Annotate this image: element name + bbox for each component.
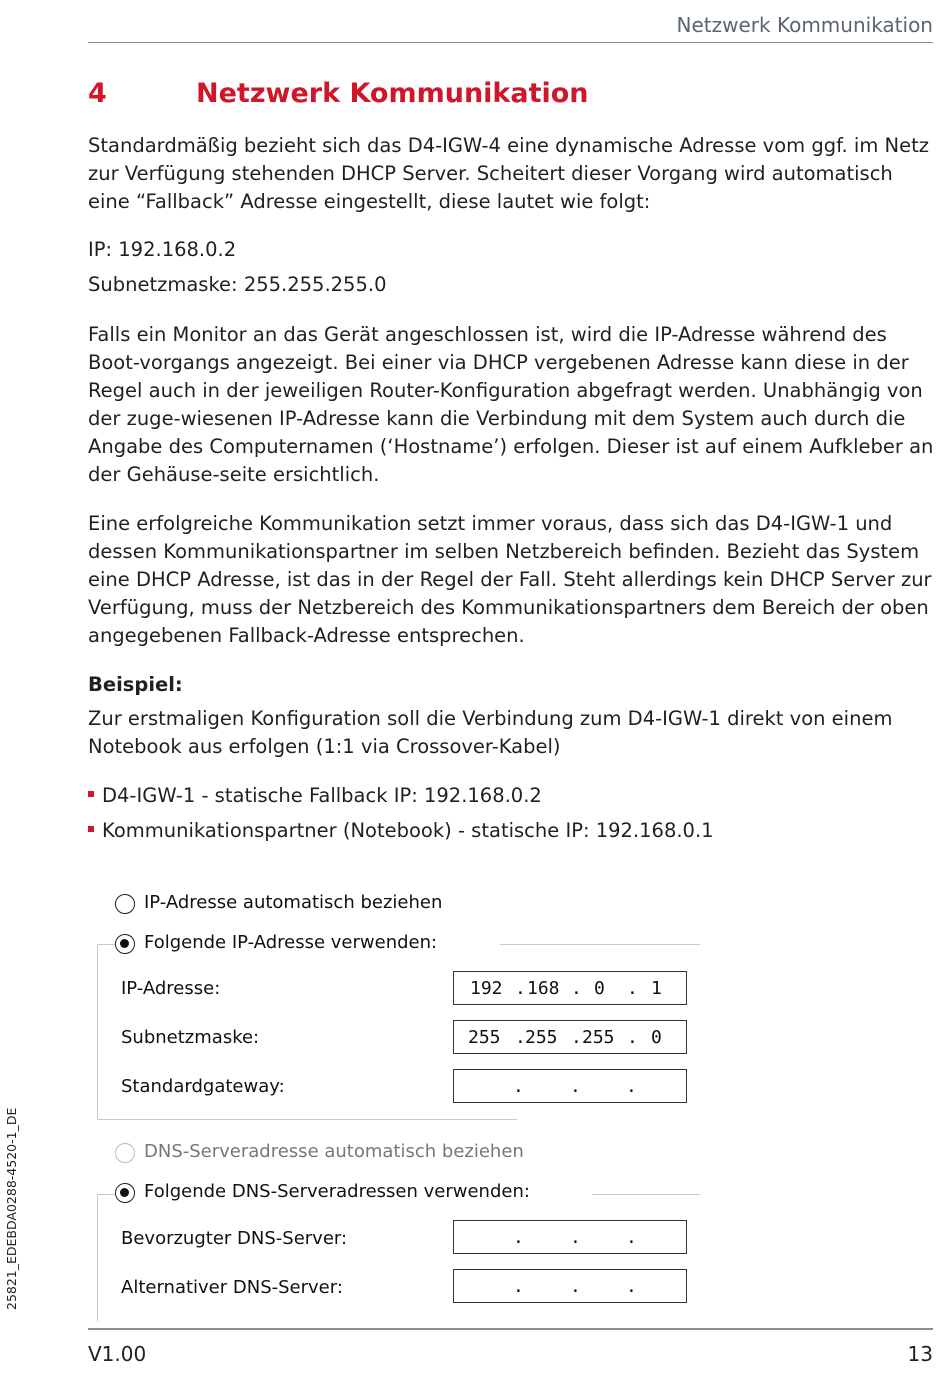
paragraph-monitor: Falls ein Monitor an das Gerät angeschlossen ist, wird die IP-Adresse während des Boot-vorgangs angezeigt. Bei einer via DHCP vergebenen Adresse kann diese in der Regel auch in der jeweiligen Router-Konfiguration abgefragt werden. Unabhängig von der zuge-wiesenen IP-Adresse kann die Verbindung mit dem System auch durch die Angabe des Computernamen (‘Hostname’) erfolgen. Dieser ist auf einem Aufkleber an der Gehäuse-seite ersichtlich. xyxy=(88,323,934,486)
auto-dns-radio[interactable] xyxy=(115,1143,135,1163)
fallback-subnet: Subnetzmaske: 255.255.255.0 xyxy=(88,273,387,296)
auto-dns-label: DNS-Serveradresse automatisch beziehen xyxy=(144,1141,524,1162)
bullet-text: D4-IGW-1 - statische Fallback IP: 192.168.0.2 xyxy=(102,784,542,807)
dns-group-border xyxy=(97,1194,98,1321)
manual-dns-label: Folgende DNS-Serveradressen verwenden: xyxy=(144,1181,530,1202)
page-header xyxy=(88,0,933,43)
paragraph-communication: Eine erfolgreiche Kommunikation setzt immer voraus, dass sich das D4-IGW-1 und dessen Kommunikationspartner im selben Netzbereich befinden. Bezieht das System eine DHCP Adresse, ist das in der Regel der Fall. Steht allerdings kein DHCP Server zur Verfügung, muss der Netzbereich des Kommunikationspartners dem Bereich der oben angegebenen Fallback-Adresse entsprechen. xyxy=(88,512,932,647)
header-title: Netzwerk Kommunikation xyxy=(676,13,933,37)
alternate-dns-field[interactable]: . . . xyxy=(453,1269,687,1303)
ip-address-field[interactable]: 192 . 168 . 0 . 1 xyxy=(453,971,687,1005)
section-number: 4 xyxy=(88,78,107,109)
document-id: 25821_EDEBDA0288-4520-1_DE xyxy=(4,1107,19,1310)
alternate-dns-label: Alternativer DNS-Server: xyxy=(121,1277,343,1298)
group-line xyxy=(500,944,700,945)
default-gateway-field[interactable]: . . . xyxy=(453,1069,687,1103)
manual-ip-label: Folgende IP-Adresse verwenden: xyxy=(144,932,438,953)
section-heading xyxy=(88,78,589,109)
default-gateway-label: Standardgateway: xyxy=(121,1076,285,1097)
subnet-mask-field[interactable]: 255 . 255 . 255 . 0 xyxy=(453,1020,687,1054)
manual-ip-radio[interactable] xyxy=(115,934,135,954)
preferred-dns-field[interactable]: . . . xyxy=(453,1220,687,1254)
subnet-octet: 255 xyxy=(525,1027,558,1048)
subnet-mask-label: Subnetzmaske: xyxy=(121,1027,260,1048)
group-line xyxy=(97,1194,115,1195)
ip-address-label: IP-Adresse: xyxy=(121,978,221,999)
ip-settings-dialog xyxy=(96,880,708,1320)
ip-octet: 168 xyxy=(527,978,560,999)
bullet-item xyxy=(88,782,542,810)
group-line xyxy=(97,944,115,945)
fallback-ip: IP: 192.168.0.2 xyxy=(88,238,237,261)
section-title: Netzwerk Kommunikation xyxy=(196,78,589,109)
example-heading: Beispiel: xyxy=(88,673,183,696)
ip-octet: 1 xyxy=(651,978,662,999)
group-line xyxy=(592,1194,700,1195)
version-label: V1.00 xyxy=(88,1342,147,1366)
paragraph-example: Zur erstmaligen Konfiguration soll die Verbindung zum D4-IGW-1 direkt von einem Notebook aus erfolgen (1:1 via Crossover-Kabel) xyxy=(88,707,893,758)
preferred-dns-label: Bevorzugter DNS-Server: xyxy=(121,1228,348,1249)
ip-octet: 192 xyxy=(470,978,503,999)
auto-ip-radio[interactable] xyxy=(115,894,135,914)
group-line xyxy=(97,1119,517,1120)
bullet-square-icon xyxy=(88,826,94,832)
auto-ip-label: IP-Adresse automatisch beziehen xyxy=(144,892,443,913)
paragraph-intro: Standardmäßig bezieht sich das D4-IGW-4 eine dynamische Adresse vom ggf. im Netz zur Verfügung stehenden DHCP Server. Scheitert dieser Vorgang wird automatisch eine “Fallback” Adresse eingestellt, diese lautet wie folgt: xyxy=(88,134,930,213)
footer-divider xyxy=(88,1328,933,1330)
manual-dns-radio[interactable] xyxy=(115,1183,135,1203)
ip-group-border xyxy=(97,944,98,1120)
bullet-text: Kommunikationspartner (Notebook) - statische IP: 192.168.0.1 xyxy=(102,819,714,842)
subnet-octet: 255 xyxy=(468,1027,501,1048)
bullet-square-icon xyxy=(88,791,94,797)
subnet-octet: 0 xyxy=(651,1027,662,1048)
bullet-item xyxy=(88,817,714,845)
ip-octet: 0 xyxy=(594,978,605,999)
page-number: 13 xyxy=(907,1342,933,1366)
subnet-octet: 255 xyxy=(582,1027,615,1048)
